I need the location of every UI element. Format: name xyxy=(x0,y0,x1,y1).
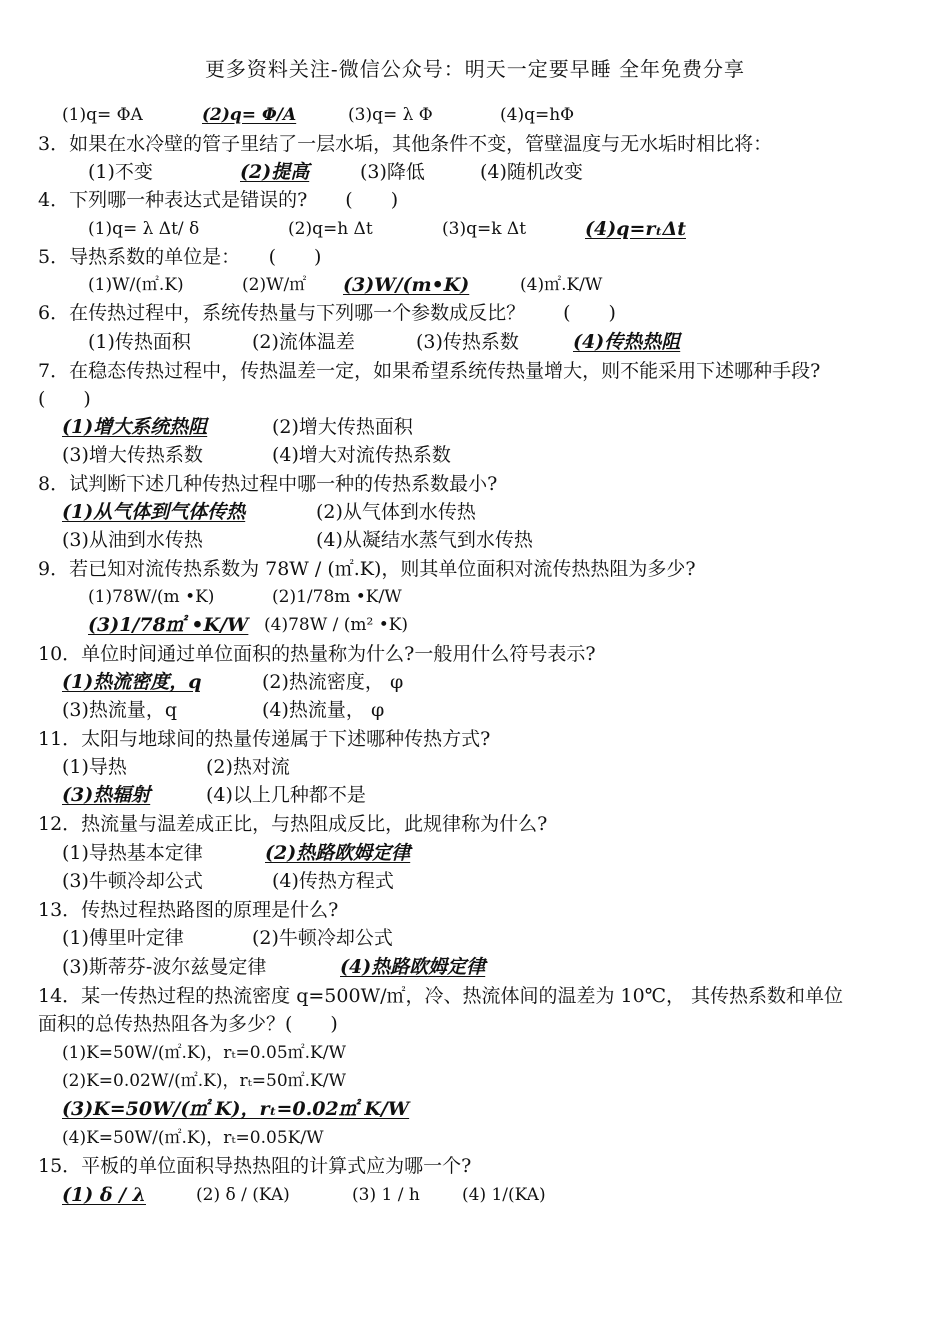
q14-option-4: (4)K=50W/(㎡.K)，rₜ=0.05K/W xyxy=(62,1128,324,1148)
q4-option-3: (3)q=k Δt xyxy=(442,219,527,239)
q15-option-4: (4) 1/(KA) xyxy=(462,1185,546,1205)
q11-option-1: (1)导热 xyxy=(62,756,127,778)
q15-stem: 15．平板的单位面积导热热阻的计算式应为哪一个? xyxy=(38,1155,472,1177)
q12-option-1: (1)导热基本定律 xyxy=(62,842,203,864)
q4-stem: 4．下列哪一种表达式是错误的? ( ) xyxy=(38,189,399,211)
q9-stem: 9．若已知对流传热系数为 78W / (㎡.K)，则其单位面积对流传热热阻为多少? xyxy=(38,558,696,580)
q3-option-2-answer: (2)提高 xyxy=(240,161,310,183)
q3-option-1: (1)不变 xyxy=(88,161,153,183)
q6-stem: 6．在传热过程中，系统传热量与下列哪一个参数成反比？ ( ) xyxy=(38,302,616,324)
q10-stem: 10．单位时间通过单位面积的热量称为什么?一般用什么符号表示? xyxy=(38,643,596,665)
q2-option-2-answer: (2)q= Φ/A xyxy=(202,105,297,125)
q13-option-4-answer: (4)热路欧姆定律 xyxy=(340,956,486,978)
q13-stem: 13．传热过程热路图的原理是什么? xyxy=(38,899,339,921)
q3-option-4: (4)随机改变 xyxy=(480,161,583,183)
q15-option-1-answer: (1) δ / λ xyxy=(62,1184,146,1206)
q13-option-1: (1)傅里叶定律 xyxy=(62,927,184,949)
q8-option-1-answer: (1)从气体到气体传热 xyxy=(62,501,246,523)
q3-stem: 3．如果在水冷壁的管子里结了一层水垢，其他条件不变，管壁温度与无水垢时相比将： xyxy=(38,133,773,155)
q4-option-2: (2)q=h Δt xyxy=(288,219,373,239)
q7-stem: 7．在稳态传热过程中，传热温差一定，如果希望系统传热量增大，则不能采用下述哪种手段? xyxy=(38,360,821,382)
q15-option-3: (3) 1 / h xyxy=(352,1185,420,1205)
q12-stem: 12．热流量与温差成正比，与热阻成反比，此规律称为什么? xyxy=(38,813,548,835)
q8-option-3: (3)从油到水传热 xyxy=(62,529,203,551)
q14-stem: 14．某一传热过程的热流密度 q=500W/㎡，冷、热流体间的温差为 10℃， 其传热系数和单位 xyxy=(38,985,844,1007)
q11-stem: 11．太阳与地球间的热量传递属于下述哪种传热方式? xyxy=(38,728,491,750)
q7-stem-bracket: ( ) xyxy=(38,388,91,410)
q7-option-1-answer: (1)增大系统热阻 xyxy=(62,416,208,438)
q5-option-3-answer: (3)W/(m•K) xyxy=(343,274,470,296)
q9-option-4: (4)78W / (m² •K) xyxy=(264,615,409,635)
q9-option-1: (1)78W/(m •K) xyxy=(88,587,215,607)
q10-option-3: (3)热流量，q xyxy=(62,699,178,721)
q9-option-3-answer: (3)1/78㎡ •K/W xyxy=(88,614,249,636)
q11-option-4: (4)以上几种都不是 xyxy=(206,784,366,806)
q11-option-2: (2)热对流 xyxy=(206,756,290,778)
q6-option-3: (3)传热系数 xyxy=(416,331,519,353)
q8-stem: 8．试判断下述几种传热过程中哪一种的传热系数最小? xyxy=(38,473,498,495)
q6-option-1: (1)传热面积 xyxy=(88,331,191,353)
q14-option-1: (1)K=50W/(㎡.K)，rₜ=0.05㎡.K/W xyxy=(62,1043,346,1063)
q14-option-3-answer: (3)K=50W/(㎡ K)，rₜ=0.02㎡ K/W xyxy=(62,1098,410,1120)
q4-option-1: (1)q= λ Δt/ δ xyxy=(88,219,200,239)
page-header: 更多资料关注-微信公众号：明天一定要早睡 全年免费分享 xyxy=(204,57,746,81)
q10-option-2: (2)热流密度， φ xyxy=(262,671,404,693)
q10-option-4: (4)热流量， φ xyxy=(262,699,385,721)
q12-option-2-answer: (2)热路欧姆定律 xyxy=(265,842,411,864)
q10-option-1-answer: (1)热流密度，q xyxy=(62,671,202,693)
q13-option-3: (3)斯蒂芬-波尔兹曼定律 xyxy=(62,956,267,978)
q6-option-4-answer: (4)传热热阻 xyxy=(573,331,681,353)
q7-option-4: (4)增大对流传热系数 xyxy=(272,444,451,466)
q8-option-4: (4)从凝结水蒸气到水传热 xyxy=(316,529,533,551)
q12-option-3: (3)牛顿冷却公式 xyxy=(62,870,203,892)
q2-option-4: (4)q=hΦ xyxy=(500,105,575,125)
q5-option-2: (2)W/㎡ xyxy=(242,275,307,295)
q7-option-2: (2)增大传热面积 xyxy=(272,416,413,438)
q7-option-3: (3)增大传热系数 xyxy=(62,444,203,466)
q9-option-2: (2)1/78m •K/W xyxy=(272,587,402,607)
q2-option-1: (1)q= ΦA xyxy=(62,105,143,125)
q5-stem: 5．导热系数的单位是： ( ) xyxy=(38,246,322,268)
q5-option-4: (4)㎡.K/W xyxy=(520,275,603,295)
q2-option-3: (3)q= λ Φ xyxy=(348,105,433,125)
q11-option-3-answer: (3)热辐射 xyxy=(62,784,151,806)
q8-option-2: (2)从气体到水传热 xyxy=(316,501,476,523)
q5-option-1: (1)W/(㎡.K) xyxy=(88,275,184,295)
q14-stem-continued: 面积的总传热热阻各为多少？( ) xyxy=(38,1013,338,1035)
q15-option-2: (2) δ / (KA) xyxy=(196,1185,290,1205)
q6-option-2: (2)流体温差 xyxy=(252,331,355,353)
q13-option-2: (2)牛顿冷却公式 xyxy=(252,927,393,949)
q4-option-4-answer: (4)q=rₜΔt xyxy=(585,218,686,240)
q3-option-3: (3)降低 xyxy=(360,161,425,183)
q12-option-4: (4)传热方程式 xyxy=(272,870,394,892)
q14-option-2: (2)K=0.02W/(㎡.K)，rₜ=50㎡.K/W xyxy=(62,1071,346,1091)
